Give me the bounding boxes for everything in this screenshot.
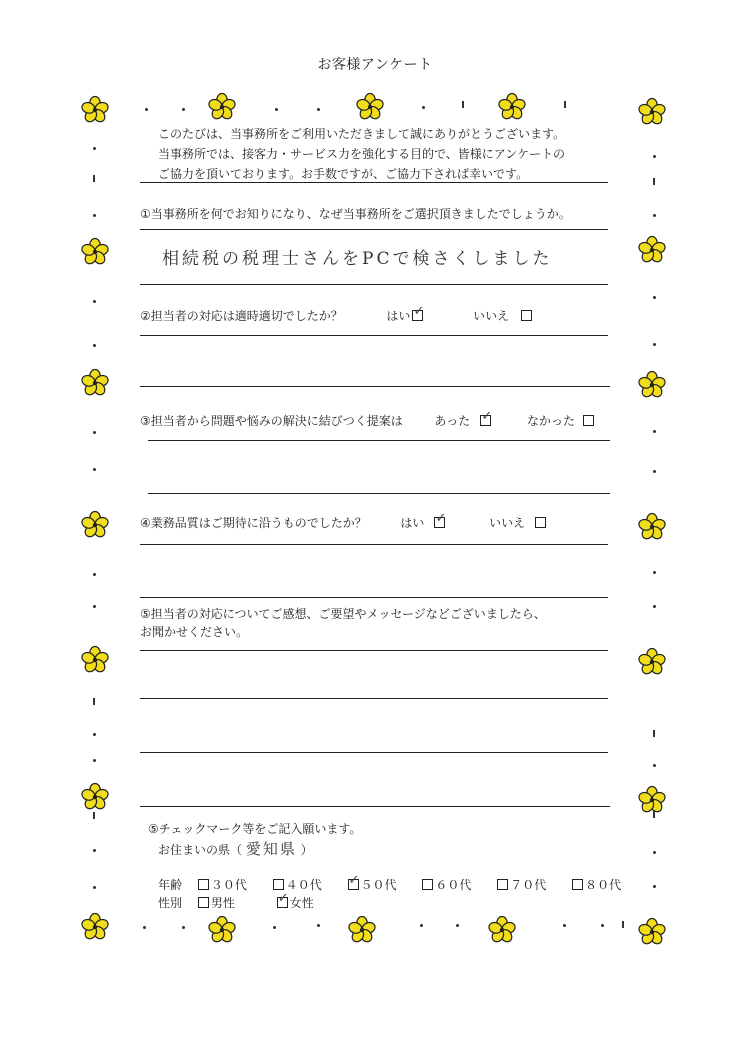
border-dot [275, 108, 278, 111]
age-row [158, 876, 621, 893]
border-dot [182, 926, 185, 929]
border-dot [653, 430, 656, 433]
border-dot [563, 924, 566, 927]
border-tick [564, 101, 566, 108]
border-dot [143, 926, 146, 929]
flower-icon [637, 97, 667, 127]
flower-icon [637, 647, 667, 677]
border-dot [182, 108, 185, 111]
q4-no-label: いいえ [489, 516, 526, 530]
intro-line: ご協力を頂いております。お手数ですが、ご協力下されば幸いです。 [158, 167, 529, 181]
answer-line [140, 386, 610, 387]
border-dot [653, 296, 656, 299]
question-3-text: ③担当者から問題や悩みの解決に結びつく提案は [140, 414, 403, 428]
border-tick [462, 101, 464, 108]
flower-icon [80, 912, 110, 942]
flower-icon [80, 95, 110, 125]
answer-line [140, 806, 610, 807]
intro-line: このたびは、当事務所をご利用いただきまして誠にありがとうございます。 [158, 127, 566, 141]
border-dot [93, 605, 96, 608]
gender-checkbox[interactable] [198, 897, 209, 908]
gender-option: 女性 [289, 896, 314, 910]
flower-icon [637, 917, 667, 947]
q3-yes-label: あった [434, 414, 471, 428]
flower-icon [347, 915, 377, 945]
age-option: ５０代 [360, 878, 397, 892]
question-4 [140, 514, 548, 531]
age-option: ７０代 [510, 878, 547, 892]
age-checkbox[interactable] [497, 879, 508, 890]
border-dot [420, 924, 423, 927]
answer-line [140, 597, 608, 598]
border-dot [653, 155, 656, 158]
residence-value[interactable]: 愛知県 [245, 840, 297, 858]
age-option: ８０代 [585, 878, 622, 892]
question-5: ⑤担当者の対応についてご感想、ご要望やメッセージなどございましたら、 [140, 607, 546, 621]
q2-no-checkbox[interactable] [521, 310, 532, 321]
question-1: ①当事務所を何でお知りになり、なぜ当事務所をご選択頂きましたでしょうか。 [140, 207, 571, 221]
question-3 [140, 412, 596, 429]
border-dot [93, 886, 96, 889]
answer-line [148, 440, 610, 441]
border-dot [93, 573, 96, 576]
q2-yes-label: はい [386, 309, 411, 323]
border-tick [622, 921, 624, 928]
gender-option: 男性 [210, 896, 235, 910]
flower-icon [497, 92, 527, 122]
flower-icon [637, 235, 667, 265]
answer-line [140, 284, 608, 285]
border-dot [317, 108, 320, 111]
border-dot [93, 849, 96, 852]
answer-line [140, 335, 608, 336]
border-dot [273, 926, 276, 929]
q3-no-label: なかった [526, 414, 575, 428]
page-title: お客様アンケート [317, 57, 433, 73]
border-dot [422, 106, 425, 109]
question-2-text: ②担当者の対応は適時適切でしたか？ [140, 309, 343, 323]
answer-line [140, 698, 608, 699]
residence-row [158, 838, 313, 859]
border-dot [93, 147, 96, 150]
flower-icon [80, 237, 110, 267]
border-dot [653, 764, 656, 767]
border-dot [653, 343, 656, 346]
answer-1-handwriting[interactable]: 相続税の税理士さんをPCで検さくしました [162, 249, 553, 269]
age-checkbox[interactable] [572, 879, 583, 890]
border-dot [653, 851, 656, 854]
answer-line [140, 544, 608, 545]
border-dot [653, 470, 656, 473]
border-tick [93, 812, 95, 819]
answer-line [148, 493, 610, 494]
flower-icon [80, 782, 110, 812]
flower-icon [80, 368, 110, 398]
q2-yes-checkbox[interactable] [412, 310, 423, 321]
flower-icon [637, 370, 667, 400]
question-5-cont: お聞かせください。 [140, 625, 249, 639]
border-dot [93, 300, 96, 303]
age-checkbox[interactable] [273, 879, 284, 890]
q3-no-checkbox[interactable] [583, 415, 594, 426]
question-2 [140, 307, 534, 324]
age-label: 年齢 [158, 878, 183, 892]
age-checkbox[interactable] [348, 879, 359, 890]
border-dot [653, 571, 656, 574]
residence-label: お住まいの県（ [158, 843, 243, 857]
border-dot [93, 468, 96, 471]
intro-line: 当事務所では、接客力・サービス力を強化する目的で、皆様にアンケートの [158, 147, 566, 161]
border-tick [653, 811, 655, 818]
q4-no-checkbox[interactable] [535, 517, 546, 528]
age-option: ６０代 [435, 878, 472, 892]
border-tick [93, 175, 95, 182]
border-tick [653, 178, 655, 185]
flower-icon [207, 915, 237, 945]
border-dot [93, 759, 96, 762]
q4-yes-label: はい [400, 516, 425, 530]
q2-no-label: いいえ [473, 309, 510, 323]
answer-line [140, 229, 608, 230]
flower-icon [207, 92, 237, 122]
flower-icon [355, 92, 385, 122]
answer-line [140, 650, 608, 651]
intro-text [158, 124, 618, 184]
divider [140, 182, 608, 183]
gender-row [158, 894, 334, 911]
gender-label: 性別 [158, 896, 183, 910]
border-dot [145, 108, 148, 111]
flower-icon [80, 510, 110, 540]
gender-checkbox[interactable] [277, 897, 288, 908]
q3-yes-checkbox[interactable] [480, 415, 491, 426]
border-dot [317, 924, 320, 927]
answer-line [140, 752, 608, 753]
q4-yes-checkbox[interactable] [434, 517, 445, 528]
border-dot [93, 344, 96, 347]
border-dot [93, 733, 96, 736]
border-dot [601, 924, 604, 927]
border-dot [456, 924, 459, 927]
age-checkbox[interactable] [198, 879, 209, 890]
border-tick [653, 730, 655, 737]
residence-close: ） [300, 843, 313, 857]
age-option: ４０代 [285, 878, 322, 892]
flower-icon [637, 512, 667, 542]
flower-icon [80, 645, 110, 675]
border-dot [653, 605, 656, 608]
border-dot [653, 885, 656, 888]
border-dot [93, 431, 96, 434]
border-dot [653, 214, 656, 217]
question-4-text: ④業務品質はご期待に沿うものでしたか？ [140, 516, 367, 530]
border-tick [93, 698, 95, 705]
flower-icon [637, 785, 667, 815]
checkmark-instruction: ⑤チェックマーク等をご記入願います。 [148, 822, 362, 836]
age-checkbox[interactable] [422, 879, 433, 890]
flower-icon [487, 915, 517, 945]
border-dot [93, 214, 96, 217]
age-option: ３０代 [210, 878, 247, 892]
